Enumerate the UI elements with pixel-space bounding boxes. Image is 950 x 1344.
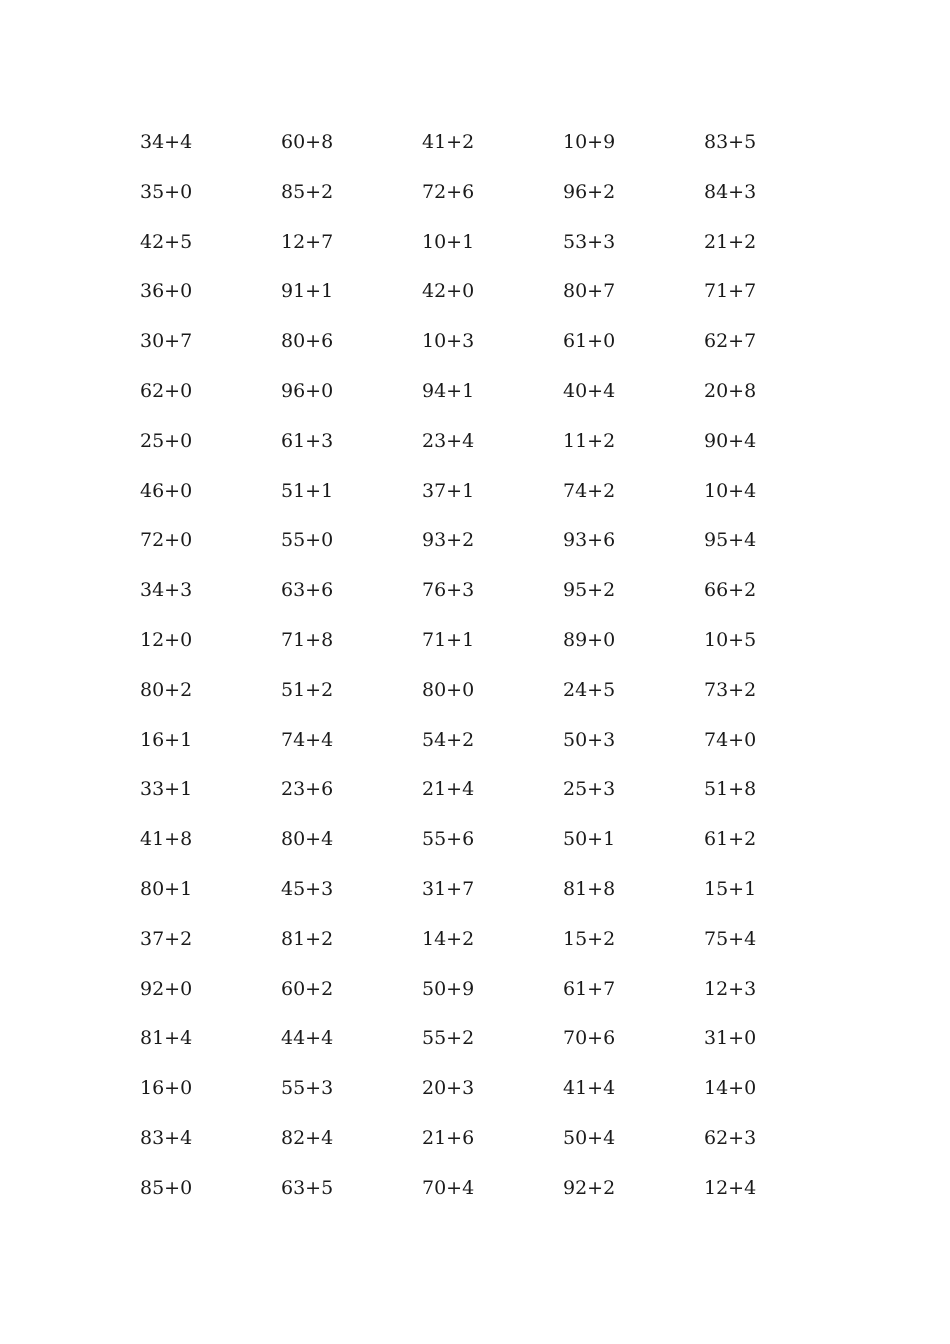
addition-problem: 75+4	[704, 927, 757, 950]
addition-problem: 12+0	[140, 628, 193, 651]
addition-problem: 24+5	[563, 678, 616, 701]
addition-problem: 61+3	[281, 429, 334, 452]
addition-problem: 37+2	[140, 927, 193, 950]
addition-problem: 25+0	[140, 429, 193, 452]
addition-problem: 62+3	[704, 1126, 757, 1149]
addition-problem: 16+0	[140, 1077, 193, 1100]
addition-problem: 80+1	[140, 877, 193, 900]
addition-problem: 10+3	[422, 330, 475, 353]
addition-problem: 72+6	[422, 180, 475, 203]
addition-problem: 96+2	[563, 180, 616, 203]
addition-problem: 46+0	[140, 479, 193, 502]
addition-problem: 42+5	[140, 230, 193, 253]
addition-problem: 93+6	[563, 529, 616, 552]
addition-problem: 34+4	[140, 131, 193, 153]
addition-problem: 80+0	[422, 678, 475, 701]
addition-problem: 93+2	[422, 529, 475, 552]
addition-problem: 81+4	[140, 1027, 193, 1050]
addition-problem: 74+4	[281, 728, 334, 751]
addition-problem: 10+4	[704, 479, 757, 502]
addition-problem: 76+3	[422, 579, 475, 602]
addition-problem: 36+0	[140, 280, 193, 303]
addition-problem: 12+3	[704, 977, 757, 1000]
addition-problem: 54+2	[422, 728, 475, 751]
addition-problem: 66+2	[704, 579, 757, 602]
addition-problem: 51+8	[704, 778, 757, 801]
addition-problem: 34+3	[140, 579, 193, 602]
addition-problem: 33+1	[140, 778, 193, 801]
addition-problem: 81+8	[563, 877, 616, 900]
addition-problem: 51+1	[281, 479, 334, 502]
addition-problem: 50+4	[563, 1126, 616, 1149]
addition-problem: 91+1	[281, 280, 334, 303]
addition-problem: 10+5	[704, 628, 757, 651]
addition-problem: 60+2	[281, 977, 334, 1000]
addition-problem: 14+2	[422, 927, 475, 950]
addition-problem: 94+1	[422, 379, 475, 402]
addition-problem: 12+4	[704, 1176, 757, 1199]
addition-problem: 15+1	[704, 877, 757, 900]
addition-problem: 20+3	[422, 1077, 475, 1100]
addition-problem: 82+4	[281, 1126, 334, 1149]
addition-problem: 31+7	[422, 877, 475, 900]
addition-problem: 71+7	[704, 280, 757, 303]
addition-problem: 62+0	[140, 379, 193, 402]
addition-problem: 41+4	[563, 1077, 616, 1100]
addition-problem: 71+1	[422, 628, 475, 651]
addition-problem: 50+1	[563, 828, 616, 851]
addition-problem: 63+5	[281, 1176, 334, 1199]
addition-problem: 62+7	[704, 330, 757, 353]
addition-problem: 37+1	[422, 479, 475, 502]
addition-problem: 50+3	[563, 728, 616, 751]
addition-problem: 96+0	[281, 379, 334, 402]
addition-problem: 55+3	[281, 1077, 334, 1100]
addition-problem: 11+2	[563, 429, 616, 452]
addition-problem: 20+8	[704, 379, 757, 402]
addition-problem: 74+0	[704, 728, 757, 751]
addition-problem: 80+6	[281, 330, 334, 353]
addition-problem: 10+1	[422, 230, 475, 253]
addition-problem: 61+7	[563, 977, 616, 1000]
addition-problem: 72+0	[140, 529, 193, 552]
addition-problem: 73+2	[704, 678, 757, 701]
addition-problem: 14+0	[704, 1077, 757, 1100]
addition-problem: 60+8	[281, 131, 334, 153]
addition-problem: 83+4	[140, 1126, 193, 1149]
addition-problem: 71+8	[281, 628, 334, 651]
addition-problem: 44+4	[281, 1027, 334, 1050]
addition-problem: 55+0	[281, 529, 334, 552]
addition-problem: 85+0	[140, 1176, 193, 1199]
addition-problem: 21+2	[704, 230, 757, 253]
addition-problem: 70+4	[422, 1176, 475, 1199]
addition-problem: 21+6	[422, 1126, 475, 1149]
addition-problem: 80+2	[140, 678, 193, 701]
addition-problem: 81+2	[281, 927, 334, 950]
addition-problem: 21+4	[422, 778, 475, 801]
addition-problem: 80+7	[563, 280, 616, 303]
problem-grid	[140, 128, 845, 1224]
addition-problem: 55+6	[422, 828, 475, 851]
addition-problem: 70+6	[563, 1027, 616, 1050]
addition-problem: 25+3	[563, 778, 616, 801]
addition-problem: 92+0	[140, 977, 193, 1000]
addition-problem: 95+2	[563, 579, 616, 602]
addition-problem: 16+1	[140, 728, 193, 751]
addition-problem: 61+2	[704, 828, 757, 851]
addition-problem: 74+2	[563, 479, 616, 502]
addition-problem: 83+5	[704, 131, 757, 153]
addition-problem: 85+2	[281, 180, 334, 203]
addition-problem: 89+0	[563, 628, 616, 651]
addition-problem: 31+0	[704, 1027, 757, 1050]
addition-problem: 30+7	[140, 330, 193, 353]
addition-problem: 42+0	[422, 280, 475, 303]
addition-problem: 23+6	[281, 778, 334, 801]
addition-problem: 35+0	[140, 180, 193, 203]
addition-problem: 53+3	[563, 230, 616, 253]
addition-problem: 95+4	[704, 529, 757, 552]
addition-problem: 40+4	[563, 379, 616, 402]
addition-problem: 10+9	[563, 131, 616, 153]
addition-problem: 63+6	[281, 579, 334, 602]
addition-problem: 92+2	[563, 1176, 616, 1199]
addition-problem: 41+2	[422, 131, 475, 153]
addition-problem: 90+4	[704, 429, 757, 452]
addition-problem: 50+9	[422, 977, 475, 1000]
addition-problem: 41+8	[140, 828, 193, 851]
addition-problem: 12+7	[281, 230, 334, 253]
addition-problem: 84+3	[704, 180, 757, 203]
addition-problem: 80+4	[281, 828, 334, 851]
addition-problem: 15+2	[563, 927, 616, 950]
addition-problem: 61+0	[563, 330, 616, 353]
addition-problem: 51+2	[281, 678, 334, 701]
addition-problem: 55+2	[422, 1027, 475, 1050]
addition-problem: 23+4	[422, 429, 475, 452]
addition-problem: 45+3	[281, 877, 334, 900]
